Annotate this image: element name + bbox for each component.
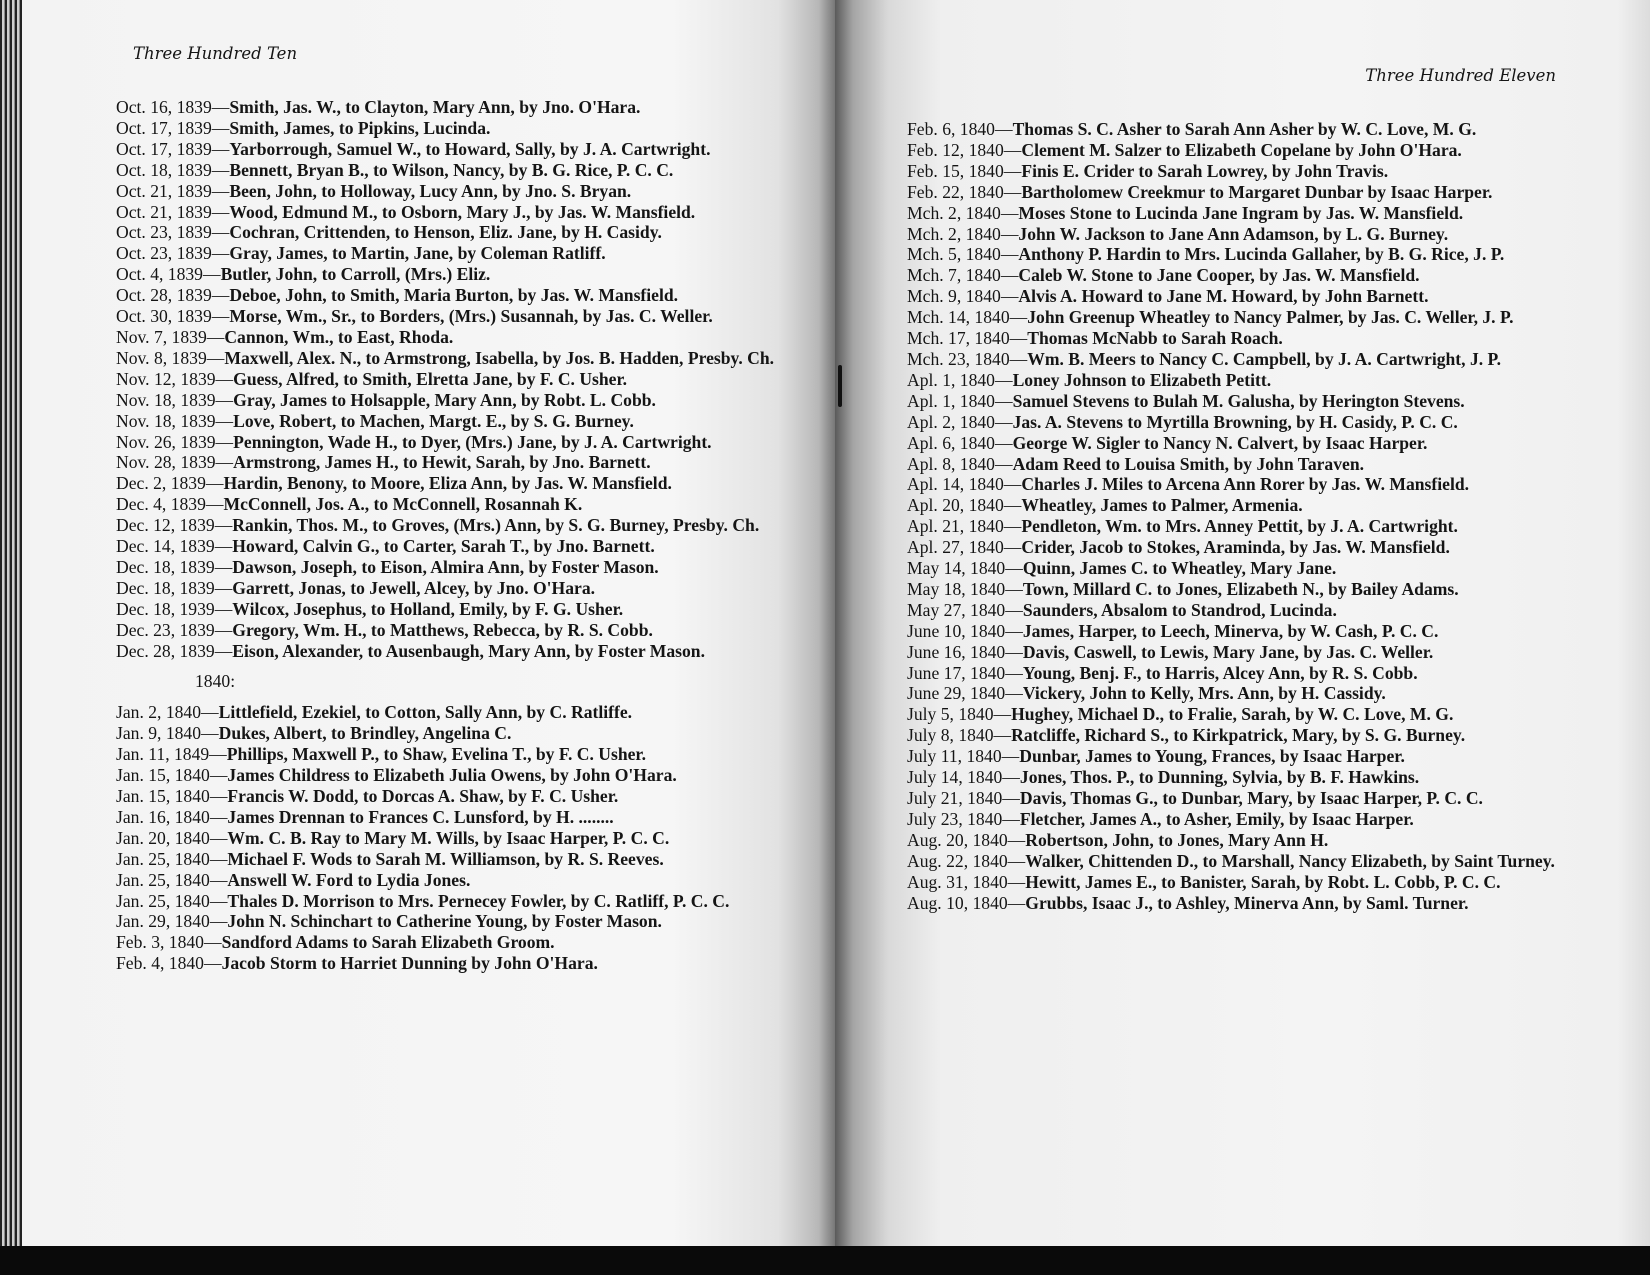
- entry-date: Feb. 22, 1840—: [907, 181, 1022, 202]
- entry-text: Eison, Alexander, to Ausenbaugh, Mary Ann, by Foster Mason.: [232, 640, 705, 661]
- entry-text: Pennington, Wade H., to Dyer, (Mrs.) Jane, by J. A. Cartwright.: [233, 431, 712, 452]
- entry-text: Rankin, Thos. M., to Groves, (Mrs.) Ann, by S. G. Burney, Presby. Ch.: [232, 515, 760, 536]
- right-running-head: Three Hundred Eleven: [1365, 66, 1556, 85]
- entry-date: Oct. 30, 1839—: [116, 306, 230, 327]
- marriage-entry: [907, 725, 1557, 746]
- right-entries-list: [907, 119, 1557, 913]
- entry-date: Apl. 8, 1840—: [907, 453, 1013, 474]
- entry-date: Mch. 14, 1840—: [907, 307, 1028, 328]
- entry-date: Dec. 4, 1839—: [116, 494, 224, 515]
- entry-date: Mch. 5, 1840—: [907, 244, 1019, 265]
- entry-text: McConnell, Jos. A., to McConnell, Rosannah K.: [223, 494, 583, 515]
- entry-date: Nov. 7, 1839—: [116, 326, 225, 347]
- entry-date: Dec. 18, 1939—: [116, 598, 233, 619]
- marriage-entry: [116, 536, 776, 557]
- entry-text: Davis, Thomas G., to Dunbar, Mary, by Isaac Harper, P. C. C.: [1019, 788, 1483, 808]
- entry-date: Nov. 18, 1839—: [116, 410, 234, 431]
- entry-date: Oct. 21, 1839—: [116, 180, 230, 201]
- entry-text: Vickery, John to Kelly, Mrs. Ann, by H. Cassidy.: [1022, 683, 1386, 704]
- entry-date: Nov. 8, 1839—: [116, 347, 225, 368]
- entry-date: Jan. 2, 1840—: [116, 702, 219, 723]
- marriage-entry: [907, 307, 1557, 328]
- entry-text: Hughey, Michael D., to Fralie, Sarah, by W. C. Love, M. G.: [1011, 704, 1454, 725]
- marriage-entry: [907, 537, 1557, 558]
- entry-date: July 11, 1840—: [907, 746, 1020, 767]
- marriage-entry: [907, 683, 1557, 704]
- entry-text: Thomas McNabb to Sarah Roach.: [1027, 328, 1283, 349]
- entry-date: Oct. 18, 1839—: [116, 159, 230, 180]
- entry-text: Love, Robert, to Machen, Margt. E., by S. G. Burney.: [233, 410, 634, 431]
- entry-date: Apl. 20, 1840—: [907, 495, 1022, 516]
- entry-date: May 14, 1840—: [907, 558, 1023, 579]
- marriage-entry: [116, 578, 776, 599]
- entry-text: Hardin, Benony, to Moore, Eliza Ann, by Jas. W. Mansfield.: [223, 473, 672, 494]
- entry-date: Aug. 10, 1840—: [907, 892, 1026, 913]
- entry-date: Apl. 1, 1840—: [907, 369, 1013, 390]
- marriage-entry: [116, 390, 776, 411]
- entry-text: Jones, Thos. P., to Dunning, Sylvia, by B. F. Hawkins.: [1019, 767, 1420, 788]
- entry-date: July 8, 1840—: [907, 725, 1012, 746]
- marriage-entry: [116, 452, 776, 473]
- entry-text: Deboe, John, to Smith, Maria Burton, by Jas. W. Mansfield.: [229, 285, 679, 306]
- marriage-entry: [116, 641, 776, 662]
- marriage-entry: [116, 828, 776, 849]
- entry-text: Quinn, James C. to Wheatley, Mary Jane.: [1022, 558, 1337, 579]
- marriage-entry: [907, 893, 1557, 914]
- marriage-entry: [116, 202, 776, 223]
- marriage-entry: [907, 600, 1557, 621]
- entry-text: Smith, Jas. W., to Clayton, Mary Ann, by Jno. O'Hara.: [229, 97, 641, 117]
- entry-text: Grubbs, Isaac J., to Ashley, Minerva Ann, by Saml. Turner.: [1025, 892, 1469, 913]
- entry-date: Feb. 12, 1840—: [907, 139, 1022, 160]
- marriage-entry: [907, 788, 1557, 809]
- marriage-entry: [116, 411, 776, 432]
- entry-text: Wilcox, Josephus, to Holland, Emily, by F. G. Usher.: [232, 598, 624, 619]
- marriage-entry: [907, 412, 1557, 433]
- marriage-entry: [116, 327, 776, 348]
- entry-date: Dec. 12, 1839—: [116, 515, 233, 536]
- entry-text: Jacob Storm to Harriet Dunning by John O'Hara.: [221, 953, 598, 974]
- entry-date: Oct. 16, 1839—: [116, 97, 230, 117]
- entry-date: Apl. 21, 1840—: [907, 516, 1022, 537]
- scanner-bottom-edge: [0, 1246, 1650, 1275]
- entry-text: Been, John, to Holloway, Lucy Ann, by Jno. S. Bryan.: [229, 180, 632, 201]
- entry-text: Saunders, Absalom to Standrod, Lucinda.: [1022, 599, 1337, 620]
- marriage-entry: [907, 224, 1557, 245]
- marriage-entry: [116, 285, 776, 306]
- marriage-entry: [116, 222, 776, 243]
- left-entries-list: [116, 97, 776, 974]
- entry-date: Aug. 22, 1840—: [907, 850, 1026, 871]
- marriage-entry: [907, 579, 1557, 600]
- entry-text: Young, Benj. F., to Harris, Alcey Ann, by R. S. Cobb.: [1022, 662, 1418, 683]
- entry-date: Apl. 6, 1840—: [907, 432, 1013, 453]
- entry-text: Wm. C. B. Ray to Mary M. Wills, by Isaac Harper, P. C. C.: [227, 827, 670, 848]
- entry-text: Loney Johnson to Elizabeth Petitt.: [1012, 369, 1272, 390]
- entry-date: Oct. 23, 1839—: [116, 222, 230, 243]
- entry-text: Walker, Chittenden D., to Marshall, Nancy Elizabeth, by Saint Turney.: [1025, 850, 1555, 871]
- entry-date: Apl. 14, 1840—: [907, 474, 1022, 495]
- entry-date: Feb. 4, 1840—: [116, 953, 222, 974]
- entry-date: Dec. 28, 1839—: [116, 640, 233, 661]
- entry-date: Dec. 14, 1839—: [116, 536, 233, 557]
- marriage-entry: [116, 891, 776, 912]
- entry-text: Smith, James, to Pipkins, Lucinda.: [229, 117, 491, 138]
- entry-date: Oct. 23, 1839—: [116, 243, 230, 264]
- marriage-entry: [116, 243, 776, 264]
- entry-date: June 17, 1840—: [907, 662, 1023, 683]
- entry-text: Sandford Adams to Sarah Elizabeth Groom.: [221, 932, 555, 953]
- entry-date: Jan. 15, 1840—: [116, 765, 228, 786]
- entry-text: Jas. A. Stevens to Myrtilla Browning, by H. Casidy, P. C. C.: [1012, 411, 1458, 432]
- marriage-entry: [116, 473, 776, 494]
- marriage-entry: [116, 118, 776, 139]
- entry-text: Garrett, Jonas, to Jewell, Alcey, by Jno. O'Hara.: [232, 577, 596, 598]
- marriage-entry: [116, 953, 776, 974]
- marriage-entry: [116, 765, 776, 786]
- entry-date: Nov. 28, 1839—: [116, 452, 234, 473]
- entry-date: Jan. 11, 1849—: [116, 744, 227, 765]
- marriage-entry: [907, 265, 1557, 286]
- marriage-entry: [116, 494, 776, 515]
- entry-date: Jan. 29, 1840—: [116, 911, 228, 932]
- entry-text: Robertson, John, to Jones, Mary Ann H.: [1025, 829, 1329, 850]
- marriage-entry: [116, 515, 776, 536]
- entry-text: Anthony P. Hardin to Mrs. Lucinda Gallaher, by B. G. Rice, J. P.: [1018, 244, 1505, 265]
- marriage-entry: [907, 663, 1557, 684]
- marriage-entry: [907, 182, 1557, 203]
- entry-text: Finis E. Crider to Sarah Lowrey, by John Travis.: [1021, 160, 1389, 181]
- entry-date: Mch. 17, 1840—: [907, 328, 1028, 349]
- marriage-entry: [116, 264, 776, 285]
- marriage-entry: [907, 140, 1557, 161]
- entry-text: Michael F. Wods to Sarah M. Williamson, by R. S. Reeves.: [227, 848, 664, 869]
- marriage-entry: [116, 807, 776, 828]
- marriage-entry: [116, 723, 776, 744]
- entry-text: Caleb W. Stone to Jane Cooper, by Jas. W. Mansfield.: [1018, 265, 1420, 286]
- entry-date: Dec. 18, 1839—: [116, 577, 233, 598]
- entry-text: Howard, Calvin G., to Carter, Sarah T., by Jno. Barnett.: [232, 536, 655, 557]
- entry-date: Jan. 16, 1840—: [116, 806, 228, 827]
- entry-text: Gray, James to Holsapple, Mary Ann, by Robt. L. Cobb.: [233, 389, 656, 410]
- entry-date: Apl. 27, 1840—: [907, 537, 1022, 558]
- entry-date: July 21, 1840—: [907, 788, 1020, 808]
- entry-text: Bartholomew Creekmur to Margaret Dunbar by Isaac Harper.: [1021, 181, 1493, 202]
- entry-date: May 27, 1840—: [907, 599, 1023, 620]
- entry-text: Wheatley, James to Palmer, Armenia.: [1021, 495, 1303, 516]
- entry-text: Maxwell, Alex. N., to Armstrong, Isabella, by Jos. B. Hadden, Presby. Ch.: [224, 347, 775, 368]
- marriage-entry: [116, 348, 776, 369]
- entry-text: Adam Reed to Louisa Smith, by John Taraven.: [1012, 453, 1365, 474]
- entry-text: Ratcliffe, Richard S., to Kirkpatrick, Mary, by S. G. Burney.: [1011, 725, 1466, 746]
- entry-date: Nov. 26, 1839—: [116, 431, 234, 452]
- entry-date: Oct. 4, 1839—: [116, 264, 221, 285]
- left-running-head: Three Hundred Ten: [133, 44, 298, 63]
- entry-date: Aug. 20, 1840—: [907, 829, 1026, 850]
- entry-date: Mch. 7, 1840—: [907, 265, 1019, 286]
- entry-date: Dec. 2, 1839—: [116, 473, 224, 494]
- entry-text: Francis W. Dodd, to Dorcas A. Shaw, by F. C. Usher.: [227, 786, 619, 806]
- marriage-entry: [116, 744, 776, 765]
- marriage-entry: [116, 911, 776, 932]
- entry-date: Dec. 18, 1839—: [116, 556, 233, 577]
- entry-date: Mch. 2, 1840—: [907, 223, 1019, 244]
- entry-date: July 5, 1840—: [907, 704, 1012, 725]
- entry-date: Aug. 31, 1840—: [907, 871, 1026, 892]
- entry-text: Answell W. Ford to Lydia Jones.: [227, 869, 471, 890]
- entry-text: Wm. B. Meers to Nancy C. Campbell, by J. A. Cartwright, J. P.: [1027, 348, 1502, 369]
- year-heading: 1840:: [195, 671, 236, 692]
- entry-date: June 29, 1840—: [907, 683, 1023, 704]
- entry-text: James Childress to Elizabeth Julia Owens, by John O'Hara.: [227, 765, 677, 786]
- entry-text: Hewitt, James E., to Banister, Sarah, by Robt. L. Cobb, P. C. C.: [1025, 871, 1501, 892]
- entry-text: Fletcher, James A., to Asher, Emily, by Isaac Harper.: [1019, 808, 1414, 829]
- marriage-entry: [116, 181, 776, 202]
- marriage-entry: [116, 97, 776, 118]
- entry-date: Feb. 15, 1840—: [907, 160, 1022, 181]
- entry-text: Butler, John, to Carroll, (Mrs.) Eliz.: [220, 264, 491, 285]
- entry-date: Dec. 23, 1839—: [116, 619, 233, 640]
- entry-text: Thomas S. C. Asher to Sarah Ann Asher by W. C. Love, M. G.: [1012, 119, 1477, 139]
- entry-date: Mch. 9, 1840—: [907, 286, 1019, 307]
- entry-date: Feb. 3, 1840—: [116, 932, 222, 953]
- entry-date: Oct. 21, 1839—: [116, 201, 230, 222]
- entry-text: Dawson, Joseph, to Eison, Almira Ann, by Foster Mason.: [232, 556, 659, 577]
- entry-text: Cochran, Crittenden, to Henson, Eliz. Jane, by H. Casidy.: [229, 222, 662, 243]
- entry-date: Oct. 17, 1839—: [116, 138, 230, 159]
- entry-date: July 14, 1840—: [907, 767, 1020, 788]
- entry-text: Gray, James, to Martin, Jane, by Coleman Ratliff.: [229, 243, 606, 264]
- entry-text: John Greenup Wheatley to Nancy Palmer, by Jas. C. Weller, J. P.: [1027, 307, 1514, 328]
- entry-text: Cannon, Wm., to East, Rhoda.: [224, 326, 454, 347]
- entry-text: Armstrong, James H., to Hewit, Sarah, by Jno. Barnett.: [233, 452, 651, 473]
- entry-text: Littlefield, Ezekiel, to Cotton, Sally Ann, by C. Ratliffe.: [218, 702, 633, 723]
- marriage-entry: [907, 495, 1557, 516]
- entry-date: Oct. 17, 1839—: [116, 117, 230, 138]
- entry-date: Jan. 9, 1840—: [116, 723, 219, 744]
- entry-text: Yarborrough, Samuel W., to Howard, Sally, by J. A. Cartwright.: [229, 138, 711, 159]
- entry-text: John W. Jackson to Jane Ann Adamson, by L. G. Burney.: [1018, 223, 1449, 244]
- entry-date: Jan. 25, 1840—: [116, 848, 228, 869]
- marriage-entry: [116, 702, 776, 723]
- entry-date: Nov. 18, 1839—: [116, 389, 234, 410]
- marriage-entry: [907, 328, 1557, 349]
- entry-date: Jan. 15, 1840—: [116, 786, 228, 806]
- entry-text: Gregory, Wm. H., to Matthews, Rebecca, by R. S. Cobb.: [232, 619, 653, 640]
- entry-text: Alvis A. Howard to Jane M. Howard, by John Barnett.: [1018, 286, 1429, 307]
- marriage-entry: [116, 849, 776, 870]
- marriage-entry: [907, 516, 1557, 537]
- entry-text: Crider, Jacob to Stokes, Araminda, by Jas. W. Mansfield.: [1021, 537, 1450, 558]
- marriage-entry: [907, 474, 1557, 495]
- marriage-entry: [116, 139, 776, 160]
- entry-text: Davis, Caswell, to Lewis, Mary Jane, by Jas. C. Weller.: [1022, 641, 1434, 662]
- entry-text: Guess, Alfred, to Smith, Elretta Jane, by F. C. Usher.: [233, 368, 628, 389]
- marriage-entry: [116, 620, 776, 641]
- entry-date: June 10, 1840—: [907, 620, 1023, 641]
- marriage-entry: [907, 746, 1557, 767]
- marriage-entry: [907, 349, 1557, 370]
- entry-text: Pendleton, Wm. to Mrs. Anney Pettit, by J. A. Cartwright.: [1021, 516, 1458, 537]
- marriage-entry: [907, 433, 1557, 454]
- entry-text: Thales D. Morrison to Mrs. Pernecey Fowler, by C. Ratliff, P. C. C.: [227, 890, 730, 911]
- marriage-entry: [116, 786, 776, 807]
- marriage-entry: [116, 557, 776, 578]
- marriage-entry: [907, 161, 1557, 182]
- marriage-entry: [116, 306, 776, 327]
- marriage-entry: [907, 642, 1557, 663]
- entry-text: Samuel Stevens to Bulah M. Galusha, by Herington Stevens.: [1012, 390, 1465, 411]
- marriage-entry: [116, 369, 776, 390]
- entry-text: Bennett, Bryan B., to Wilson, Nancy, by B. G. Rice, P. C. C.: [229, 159, 674, 180]
- gutter-mark: [838, 365, 842, 407]
- entry-date: Jan. 25, 1840—: [116, 869, 228, 890]
- entry-text: Dunbar, James to Young, Frances, by Isaac Harper.: [1019, 746, 1405, 767]
- marriage-entry: [907, 704, 1557, 725]
- marriage-entry: [907, 119, 1557, 140]
- marriage-entry: [116, 599, 776, 620]
- marriage-entry: [116, 870, 776, 891]
- entry-text: James, Harper, to Leech, Minerva, by W. Cash, P. C. C.: [1022, 620, 1439, 641]
- marriage-entry: [907, 872, 1557, 893]
- marriage-entry: [907, 830, 1557, 851]
- entry-date: Apl. 2, 1840—: [907, 411, 1013, 432]
- entry-date: May 18, 1840—: [907, 578, 1023, 599]
- entry-text: Clement M. Salzer to Elizabeth Copelane by John O'Hara.: [1021, 139, 1462, 160]
- entry-text: James Drennan to Frances C. Lunsford, by H. ........: [227, 806, 614, 827]
- marriage-entry: [116, 160, 776, 181]
- entry-date: June 16, 1840—: [907, 641, 1023, 662]
- marriage-entry: [907, 809, 1557, 830]
- marriage-entry: [907, 767, 1557, 788]
- entry-date: Jan. 20, 1840—: [116, 827, 228, 848]
- marriage-entry: [116, 932, 776, 953]
- marriage-entry: [907, 851, 1557, 872]
- entry-text: Charles J. Miles to Arcena Ann Rorer by Jas. W. Mansfield.: [1021, 474, 1470, 495]
- marriage-entry: [116, 432, 776, 453]
- page-edges: [0, 0, 22, 1250]
- entry-text: Morse, Wm., Sr., to Borders, (Mrs.) Susannah, by Jas. C. Weller.: [229, 306, 713, 327]
- entry-date: Apl. 1, 1840—: [907, 390, 1013, 411]
- entry-date: July 23, 1840—: [907, 808, 1020, 829]
- entry-text: Wood, Edmund M., to Osborn, Mary J., by Jas. W. Mansfield.: [229, 201, 696, 222]
- entry-text: Phillips, Maxwell P., to Shaw, Evelina T., by F. C. Usher.: [226, 744, 647, 765]
- entry-date: Mch. 23, 1840—: [907, 348, 1028, 369]
- marriage-entry: [907, 621, 1557, 642]
- marriage-entry: [907, 454, 1557, 475]
- entry-date: Nov. 12, 1839—: [116, 368, 234, 389]
- marriage-entry: [907, 244, 1557, 265]
- entry-text: Moses Stone to Lucinda Jane Ingram by Jas. W. Mansfield.: [1018, 202, 1464, 223]
- entry-text: George W. Sigler to Nancy N. Calvert, by Isaac Harper.: [1012, 432, 1428, 453]
- marriage-entry: [907, 558, 1557, 579]
- entry-date: Feb. 6, 1840—: [907, 119, 1013, 139]
- entry-date: Jan. 25, 1840—: [116, 890, 228, 911]
- entry-text: Town, Millard C. to Jones, Elizabeth N., by Bailey Adams.: [1022, 578, 1459, 599]
- entry-text: John N. Schinchart to Catherine Young, by Foster Mason.: [227, 911, 662, 932]
- marriage-entry: [907, 203, 1557, 224]
- marriage-entry: [907, 370, 1557, 391]
- marriage-entry: [907, 391, 1557, 412]
- marriage-entry: [907, 286, 1557, 307]
- entry-date: Oct. 28, 1839—: [116, 285, 230, 306]
- entry-date: Mch. 2, 1840—: [907, 202, 1019, 223]
- entry-text: Dukes, Albert, to Brindley, Angelina C.: [218, 723, 512, 744]
